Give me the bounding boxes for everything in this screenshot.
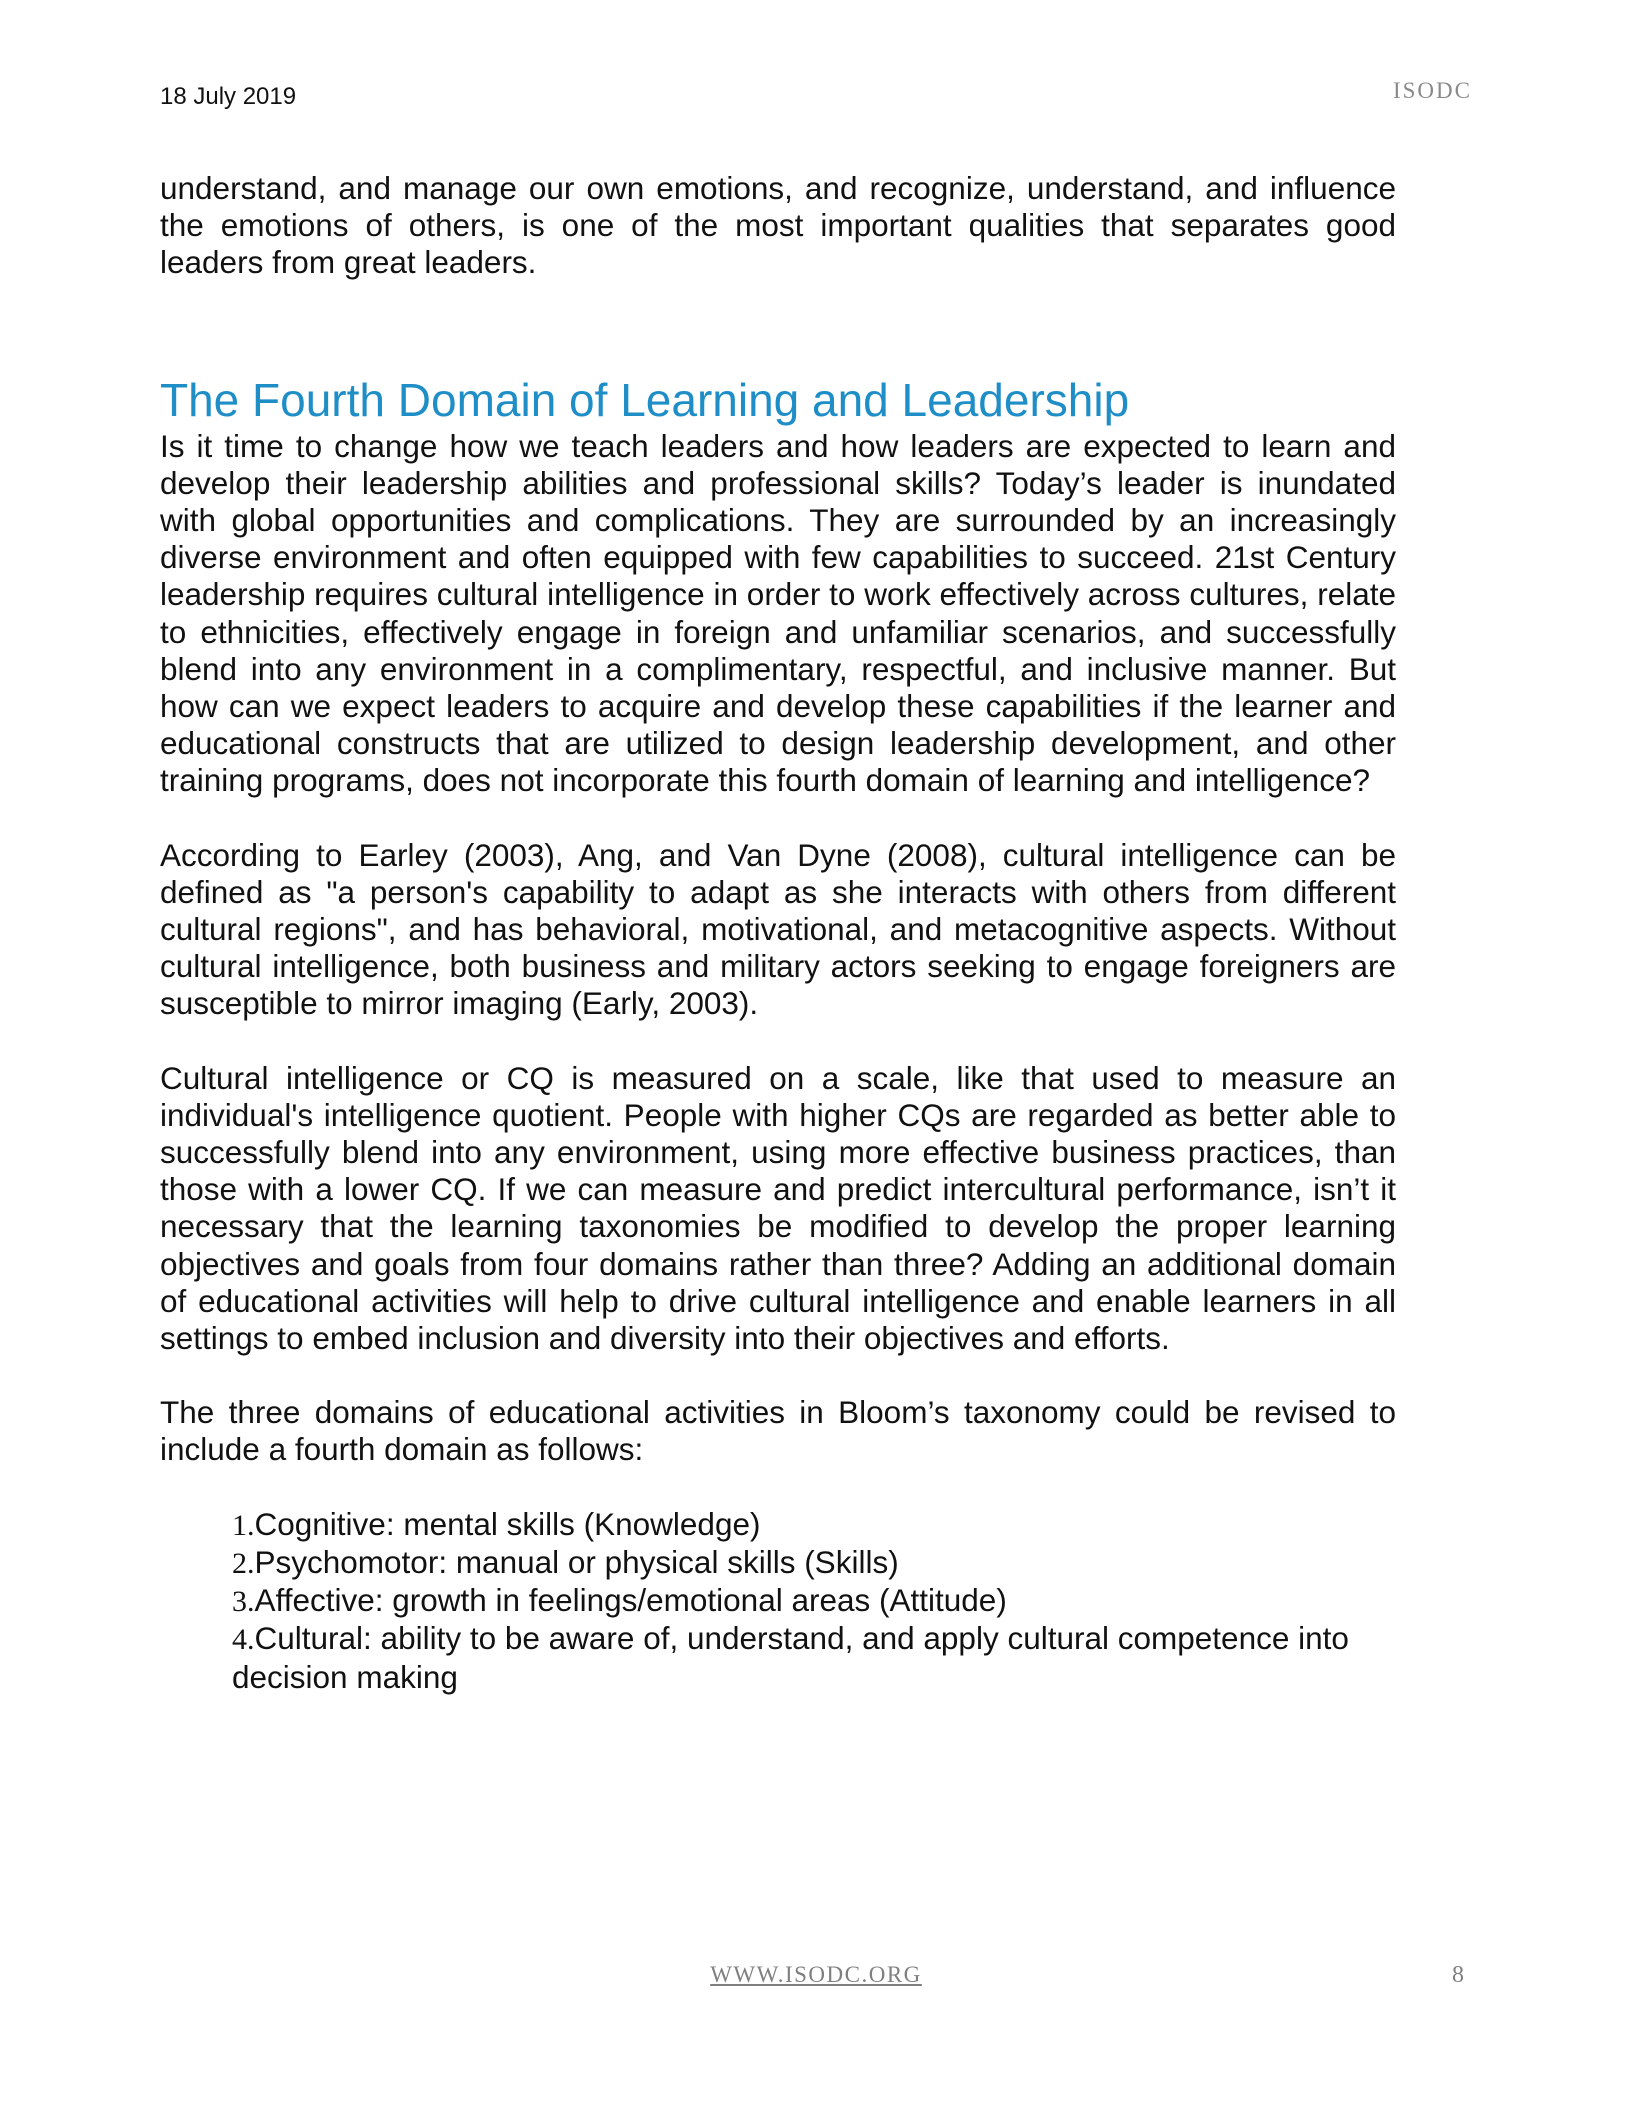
list-item-number: 4. <box>232 1623 255 1657</box>
list-item-number: 2. <box>232 1546 255 1580</box>
list-item-text: Affective: growth in feelings/emotional areas (Attitude) <box>254 1582 1007 1619</box>
domain-list <box>160 1506 1396 1696</box>
list-item <box>232 1506 1396 1544</box>
body-paragraph-2: According to Earley (2003), Ang, and Van Dyne (2008), cultural intelligence can be defined as "a person's capability to adapt as she interacts with others from different cultural regions", and has behavioral, motivational, and metacognitive aspects. Without cultural intelligence, both business and military actors seeking to engage foreigners are susceptible to mirror imaging (Early, 2003). <box>160 836 1396 1022</box>
section-heading: The Fourth Domain of Learning and Leadership <box>160 373 1130 426</box>
body-paragraph-1: Is it time to change how we teach leaders and how leaders are expected to learn and develop their leadership abilities and professional skills? Today’s leader is inundated with global opportunities and complications. They are surrounded by an increasingly diverse environment and often equipped with few capabilities to succeed. 21st Century leadership requires cultural intelligence in order to work effectively across cultures, relate to ethnicities, effectively engage in foreign and unfamiliar scenarios, and successfully blend into any environment in a complimentary, respectful, and inclusive manner. But how can we expect leaders to acquire and develop these capabilities if the learner and educational constructs that are utilized to design leadership development, and other training programs, does not incorporate this fourth domain of learning and intelligence? <box>160 427 1396 799</box>
list-item <box>232 1620 1396 1695</box>
intro-paragraph: understand, and manage our own emotions, and recognize, understand, and influence the emotions of others, is one of the most important qualities that separates good leaders from great leaders. <box>160 170 1396 281</box>
body-paragraph-3: Cultural intelligence or CQ is measured on a scale, like that used to measure an individual's intelligence quotient. People with higher CQs are regarded as better able to successfully blend into any environment, using more effective business practices, than those with a lower CQ. If we can measure and predict intercultural performance, isn’t it necessary that the learning taxonomies be modified to develop the proper learning objectives and goals from four domains rather than three? Adding an additional domain of educational activities will help to drive cultural intelligence and enable learners in all settings to embed inclusion and diversity into their objectives and efforts. <box>160 1059 1396 1357</box>
document-body <box>160 170 1396 1696</box>
list-item-text: Psychomotor: manual or physical skills (Skills) <box>254 1543 899 1580</box>
header-date: 18 July 2019 <box>160 83 297 110</box>
list-item-text: Cognitive: mental skills (Knowledge) <box>254 1505 761 1542</box>
page-number: 8 <box>1452 1962 1464 1988</box>
footer-website-link[interactable]: WWW.ISODC.ORG <box>710 1962 922 1987</box>
list-item-number: 3. <box>232 1585 255 1619</box>
list-item-text: Cultural: ability to be aware of, understand, and apply cultural competence into decision making <box>232 1620 1349 1695</box>
list-item <box>232 1544 1396 1582</box>
list-item-number: 1. <box>232 1508 255 1542</box>
body-paragraph-4: The three domains of educational activities in Bloom’s taxonomy could be revised to include a fourth domain as follows: <box>160 1394 1396 1468</box>
list-item <box>232 1582 1396 1620</box>
header-org-name: ISODC <box>1392 78 1472 103</box>
